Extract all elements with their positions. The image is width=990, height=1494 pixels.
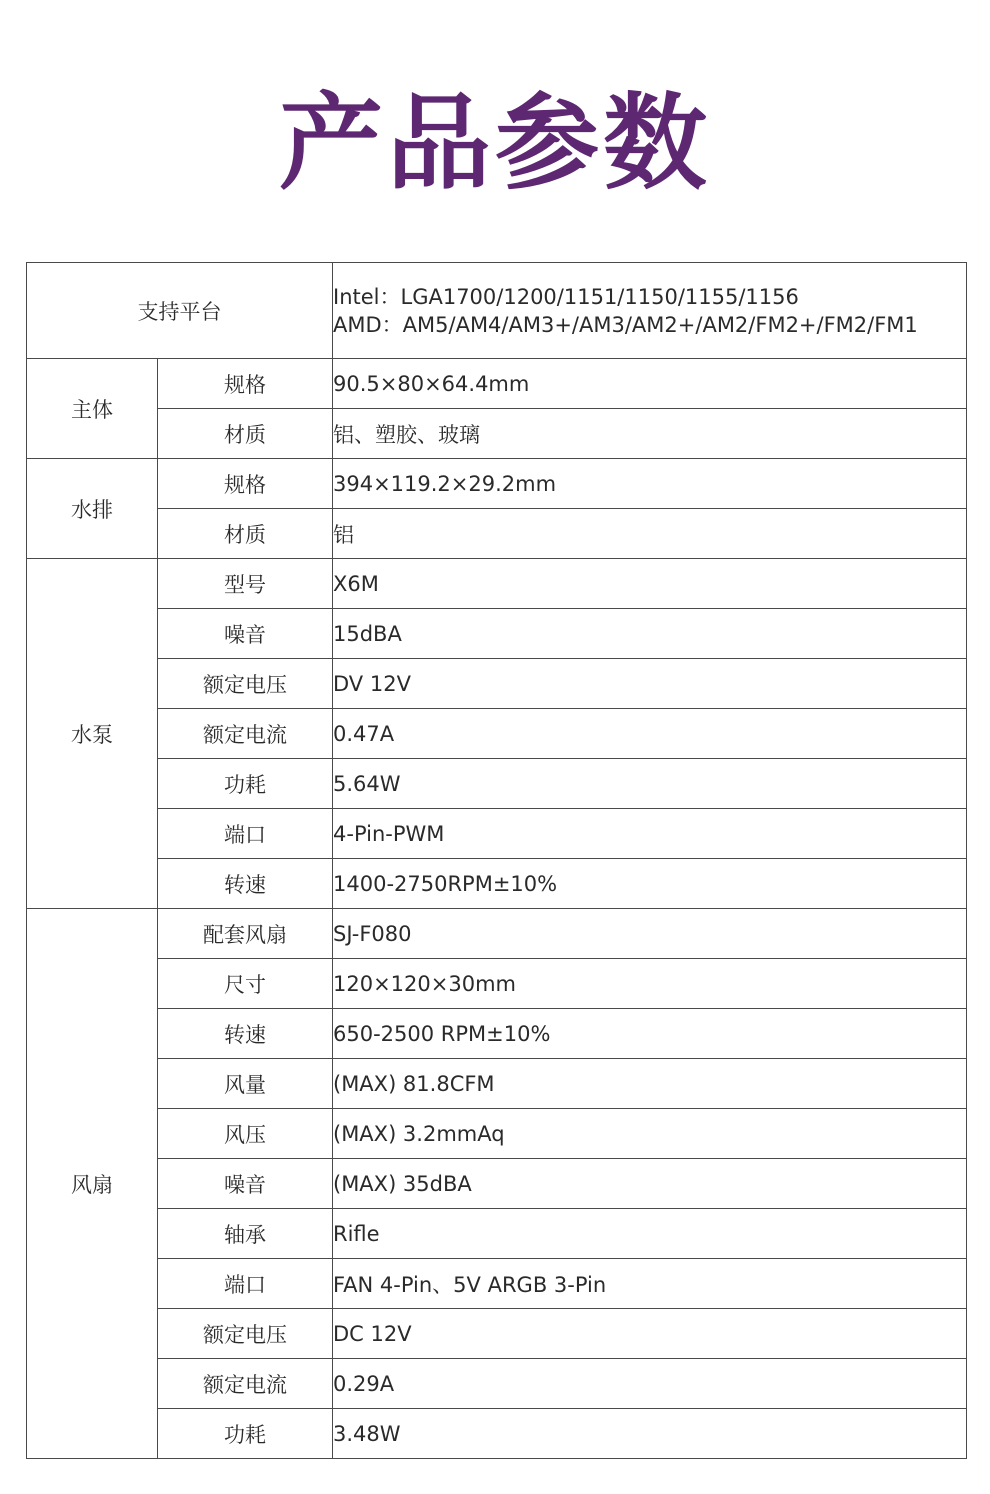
row-key: 材质: [158, 509, 333, 559]
row-value: X6M: [333, 559, 967, 609]
table-row: [27, 1159, 967, 1209]
row-key: 风量: [158, 1059, 333, 1109]
row-key: 规格: [158, 459, 333, 509]
row-value: (MAX) 81.8CFM: [333, 1059, 967, 1109]
table-row: [27, 509, 967, 559]
row-value: 0.29A: [333, 1359, 967, 1409]
row-key: 转速: [158, 859, 333, 909]
table-row: [27, 959, 967, 1009]
row-key: 额定电流: [158, 709, 333, 759]
row-value: 铝: [333, 509, 967, 559]
table-row: [27, 859, 967, 909]
row-value: DC 12V: [333, 1309, 967, 1359]
row-value: 0.47A: [333, 709, 967, 759]
row-key: 材质: [158, 409, 333, 459]
row-value: 650-2500 RPM±10%: [333, 1009, 967, 1059]
row-value: 15dBA: [333, 609, 967, 659]
row-key: 配套风扇: [158, 909, 333, 959]
row-key: 规格: [158, 359, 333, 409]
row-value: 铝、塑胶、玻璃: [333, 409, 967, 459]
row-value: Rifle: [333, 1209, 967, 1259]
row-key: 转速: [158, 1009, 333, 1059]
row-key: 端口: [158, 809, 333, 859]
row-key: 额定电流: [158, 1359, 333, 1409]
row-value: 5.64W: [333, 759, 967, 809]
table-row-platform: [27, 263, 967, 359]
table-row: [27, 359, 967, 409]
row-key: 功耗: [158, 759, 333, 809]
table-row: [27, 1359, 967, 1409]
group-label-pump: 水泵: [27, 559, 158, 909]
row-value: (MAX) 35dBA: [333, 1159, 967, 1209]
row-key: 端口: [158, 1259, 333, 1309]
row-value: (MAX) 3.2mmAq: [333, 1109, 967, 1159]
row-value: 120×120×30mm: [333, 959, 967, 1009]
group-label-fan: 风扇: [27, 909, 158, 1459]
table-row: [27, 759, 967, 809]
row-key: 功耗: [158, 1409, 333, 1459]
row-key: 型号: [158, 559, 333, 609]
table-row: [27, 1109, 967, 1159]
platform-intel: Intel：LGA1700/1200/1151/1150/1155/1156: [333, 284, 799, 309]
table-row: [27, 1209, 967, 1259]
table-row: [27, 1309, 967, 1359]
row-value: 1400-2750RPM±10%: [333, 859, 967, 909]
table-row: [27, 459, 967, 509]
row-value: 394×119.2×29.2mm: [333, 459, 967, 509]
row-value: 90.5×80×64.4mm: [333, 359, 967, 409]
table-row: [27, 659, 967, 709]
table-row: [27, 1009, 967, 1059]
table-row: [27, 559, 967, 609]
row-value: 3.48W: [333, 1409, 967, 1459]
row-key: 额定电压: [158, 1309, 333, 1359]
platform-label: 支持平台: [27, 263, 333, 359]
table-row: [27, 709, 967, 759]
row-key: 噪音: [158, 1159, 333, 1209]
row-value: 4-Pin-PWM: [333, 809, 967, 859]
platform-value: [333, 263, 967, 359]
table-row: [27, 1059, 967, 1109]
row-key: 轴承: [158, 1209, 333, 1259]
row-key: 噪音: [158, 609, 333, 659]
table-row: [27, 1409, 967, 1459]
row-value: SJ-F080: [333, 909, 967, 959]
page-title: 产品参数: [278, 82, 711, 204]
row-key: 风压: [158, 1109, 333, 1159]
row-key: 额定电压: [158, 659, 333, 709]
row-value: FAN 4-Pin、5V ARGB 3-Pin: [333, 1259, 967, 1309]
group-label-radiator: 水排: [27, 459, 158, 559]
table-row: [27, 609, 967, 659]
table-row: [27, 809, 967, 859]
table-row: [27, 409, 967, 459]
platform-amd: AMD：AM5/AM4/AM3+/AM3/AM2+/AM2/FM2+/FM2/FM1: [333, 312, 918, 337]
row-value: DV 12V: [333, 659, 967, 709]
table-row: [27, 1259, 967, 1309]
row-key: 尺寸: [158, 959, 333, 1009]
spec-table: [26, 262, 967, 1459]
group-label-body: 主体: [27, 359, 158, 459]
table-row: [27, 909, 967, 959]
